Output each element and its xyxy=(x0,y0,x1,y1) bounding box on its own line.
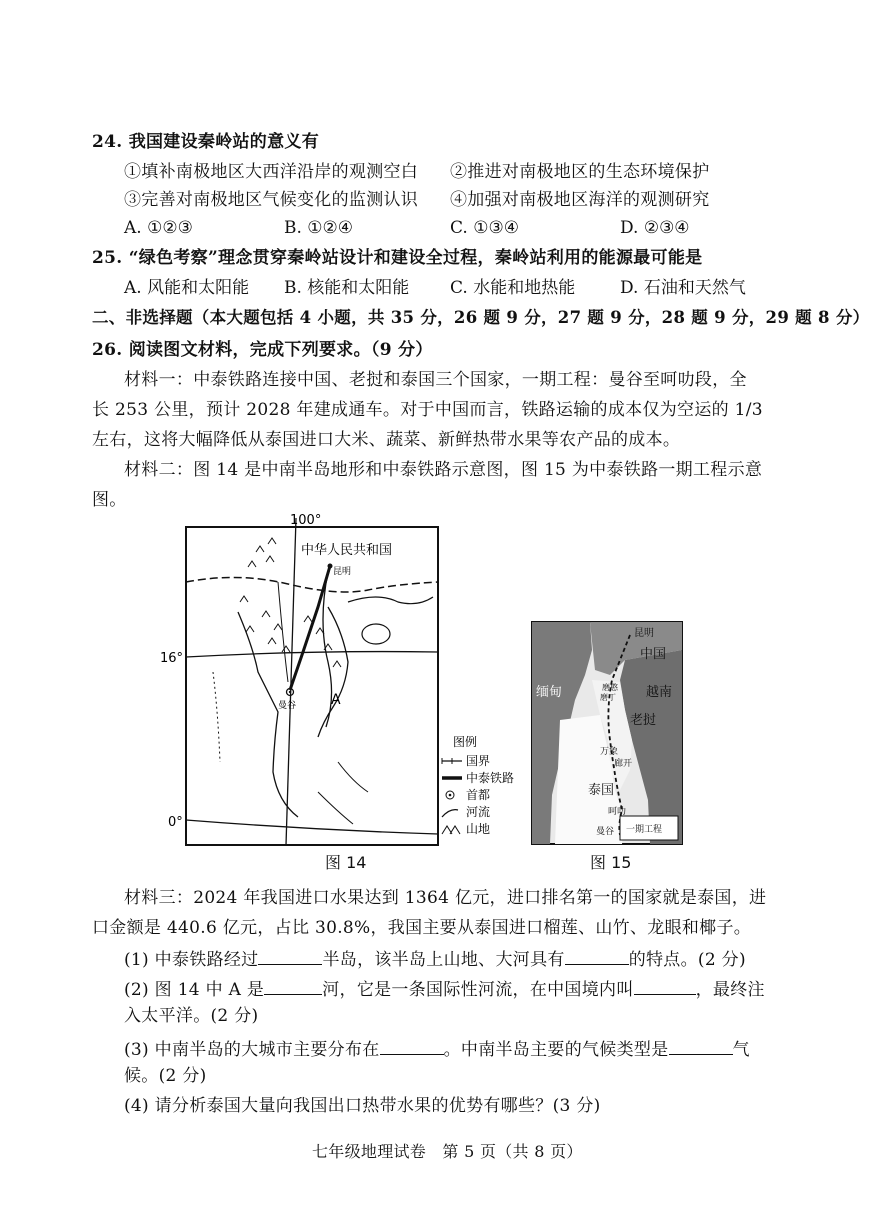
q26-sub-1-part-3: 的特点。(2 分) xyxy=(628,950,746,970)
q26-sub-3 xyxy=(124,1038,750,1060)
section-2-heading: 二、非选择题（本大题包括 4 小题，共 35 分，26 题 9 分，27 题 9 分，28 题 9 分，29 题 8 分） xyxy=(92,308,869,327)
q26-sub-2-cont: 入太平洋。(2 分) xyxy=(124,1006,259,1026)
material-1-line-3: 左右，这将大幅降低从泰国进口大米、蔬菜、新鲜热带水果等农产品的成本。 xyxy=(92,430,681,450)
q26-sub-2 xyxy=(124,978,765,1000)
fig15-inset-label: 一期工程 xyxy=(626,825,663,835)
fig14-legend-border: 国界 xyxy=(466,754,491,768)
q26-sub-1-blank-1[interactable] xyxy=(258,948,322,965)
fig14-legend-river: 河流 xyxy=(466,805,491,819)
q26-sub-3-part-2: 。中南半岛主要的气候类型是 xyxy=(443,1040,669,1060)
fig15-mohan-label: 磨憨 xyxy=(602,683,618,692)
q26-sub-4: (4) 请分析泰国大量向我国出口热带水果的优势有哪些？(3 分) xyxy=(124,1096,601,1116)
figure-15-map xyxy=(530,620,685,848)
page-footer: 七年级地理试卷 第 5 页（共 8 页） xyxy=(312,1142,583,1161)
q26-sub-3-blank-2[interactable] xyxy=(669,1038,733,1055)
fig14-legend-mountain: 山地 xyxy=(466,822,491,836)
q24-item-3: ③完善对南极地区气候变化的监测认识 xyxy=(124,190,419,210)
figure-14-map xyxy=(160,512,528,852)
q26-sub-1-part-2: 半岛，该半岛上山地、大河具有 xyxy=(322,950,565,970)
material-2-line-1: 材料二：图 14 是中南半岛地形和中泰铁路示意图，图 15 为中泰铁路一期工程示意 xyxy=(124,460,763,480)
fig14-lat16-label: 16° xyxy=(160,651,184,666)
figure-15-caption: 图 15 xyxy=(590,853,632,872)
q26-sub-1 xyxy=(124,948,746,970)
q26-sub-3-cont: 候。(2 分) xyxy=(124,1066,207,1086)
q26-sub-2-part-3: ，最终注 xyxy=(695,980,765,1000)
fig14-china-label: 中华人民共和国 xyxy=(301,543,393,558)
q25-option-c: C. 水能和地热能 xyxy=(450,278,576,298)
fig15-laos-label: 老挝 xyxy=(630,713,657,728)
q26-sub-3-part-1: (3) 中南半岛的大城市主要分布在 xyxy=(124,1040,380,1060)
q26-sub-2-part-1: (2) 图 14 中 A 是 xyxy=(124,980,265,1000)
q25-option-a: A. 风能和太阳能 xyxy=(124,278,250,298)
q24-item-2: ②推进对南极地区的生态环境保护 xyxy=(450,162,710,182)
q26-sub-2-blank-1[interactable] xyxy=(264,978,322,995)
fig14-legend-title: 图例 xyxy=(453,735,478,749)
q24-item-4: ④加强对南极地区海洋的观测研究 xyxy=(450,190,710,210)
fig15-korat-label: 呵叻 xyxy=(608,807,627,817)
material-1-line-1: 材料一：中泰铁路连接中国、老挝和泰国三个国家，一期工程：曼谷至呵叻段，全 xyxy=(124,370,747,390)
fig14-kunming-label: 昆明 xyxy=(333,567,352,577)
q26-sub-1-blank-2[interactable] xyxy=(565,948,629,965)
q26-sub-1-part-1: (1) 中泰铁路经过 xyxy=(124,950,259,970)
q26-sub-3-blank-1[interactable] xyxy=(380,1038,444,1055)
q24-option-a: A. ①②③ xyxy=(124,218,193,238)
q25-stem: 25. “绿色考察”理念贯穿秦岭站设计和建设全过程，秦岭站利用的能源最可能是 xyxy=(92,248,703,268)
q24-item-1: ①填补南极地区大西洋沿岸的观测空白 xyxy=(124,162,419,182)
material-1-line-2: 长 253 公里，预计 2028 年建成通车。对于中国而言，铁路运输的成本仅为空运的 1/3 xyxy=(92,400,763,420)
q26-sub-2-blank-2[interactable] xyxy=(634,978,696,995)
fig14-bangkok-label: 曼谷 xyxy=(278,701,297,711)
fig15-vientiane-label: 万象 xyxy=(600,747,619,757)
q26-sub-3-part-3: 气 xyxy=(732,1040,750,1060)
material-3-line-1: 材料三：2024 年我国进口水果达到 1364 亿元，进口排名第一的国家就是泰国，进 xyxy=(124,888,767,908)
fig15-china-label: 中国 xyxy=(640,647,667,662)
fig15-nongkhai-label: 廊开 xyxy=(614,759,633,769)
q24-option-c: C. ①③④ xyxy=(450,218,519,238)
material-3-line-2: 口金额是 440.6 亿元，占比 30.8%，我国主要从泰国进口榴莲、山竹、龙眼和椰子。 xyxy=(92,918,752,938)
fig15-vietnam-label: 越南 xyxy=(646,685,673,700)
fig15-kunming-label: 昆明 xyxy=(634,628,654,639)
material-2-line-2: 图。 xyxy=(92,490,127,510)
q24-option-d: D. ②③④ xyxy=(620,218,690,238)
fig15-thailand-label: 泰国 xyxy=(588,783,615,798)
fig14-legend-railway: 中泰铁路 xyxy=(466,771,515,785)
q26-stem: 26. 阅读图文材料，完成下列要求。（9 分） xyxy=(92,340,433,360)
fig14-point-a: A xyxy=(331,692,341,708)
figure-14-caption: 图 14 xyxy=(325,853,367,872)
fig15-myanmar-label: 缅甸 xyxy=(536,685,563,700)
q24-stem: 24. 我国建设秦岭站的意义有 xyxy=(92,132,319,152)
fig15-bangkok-label: 曼谷 xyxy=(596,827,615,837)
fig14-legend-capital: 首都 xyxy=(466,788,491,802)
q25-option-b: B. 核能和太阳能 xyxy=(284,278,410,298)
q24-option-b: B. ①②④ xyxy=(284,218,354,238)
fig14-lat0-label: 0° xyxy=(168,815,183,830)
fig15-boten-label: 磨丁 xyxy=(600,693,616,702)
q25-option-d: D. 石油和天然气 xyxy=(620,278,746,298)
fig14-lon-label: 100° xyxy=(290,513,322,528)
q26-sub-2-part-2: 河，它是一条国际性河流，在中国境内叫 xyxy=(322,980,634,1000)
